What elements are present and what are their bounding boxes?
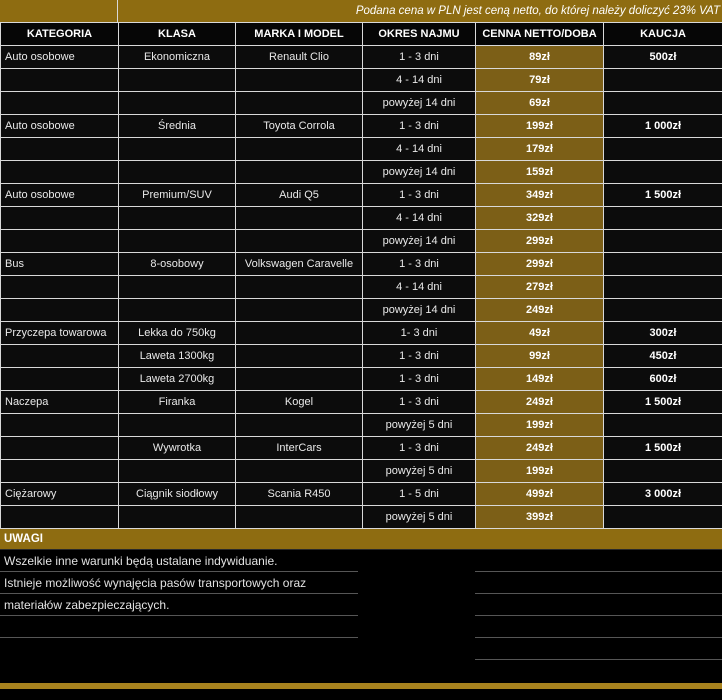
table-cell: 1 - 3 dni [363,253,476,276]
table-row [1,460,722,483]
table-cell: Laweta 2700kg [119,368,236,391]
table-cell [236,92,363,115]
table-cell [236,460,363,483]
table-cell: Kogel [236,391,363,414]
table-cell: 1 - 3 dni [363,115,476,138]
table-cell [119,299,236,322]
table-cell: 450zł [604,345,722,368]
vat-notice-text: Podana cena w PLN jest ceną netto, do której należy doliczyć 23% VAT [355,5,720,17]
table-cell: 99zł [476,345,604,368]
table-cell: powyżej 14 dni [363,92,476,115]
table-cell: InterCars [236,437,363,460]
table-cell [1,161,119,184]
table-cell: 159zł [476,161,604,184]
table-cell: 1 - 3 dni [363,391,476,414]
table-cell: 69zł [476,92,604,115]
table-cell: 399zł [476,506,604,529]
table-cell: powyżej 14 dni [363,161,476,184]
table-cell [604,207,722,230]
table-cell: 89zł [476,46,604,69]
table-cell [119,276,236,299]
table-cell: Audi Q5 [236,184,363,207]
table-cell [1,69,119,92]
table-cell [236,230,363,253]
table-cell [119,460,236,483]
notes-section [0,550,722,660]
table-cell: 1 - 3 dni [363,46,476,69]
vat-notice-bar [0,0,722,22]
table-cell [236,276,363,299]
table-cell: 1- 3 dni [363,322,476,345]
table-row [1,161,722,184]
uwagi-header: UWAGI [0,529,722,550]
table-row [1,207,722,230]
table-cell: 499zł [476,483,604,506]
table-cell: 500zł [604,46,722,69]
table-cell [119,414,236,437]
table-row [1,276,722,299]
bottom-gap [0,660,722,683]
table-cell: 4 - 14 dni [363,276,476,299]
table-cell: Naczepa [1,391,119,414]
table-cell [119,207,236,230]
table-row [1,138,722,161]
table-cell: Auto osobowe [1,115,119,138]
table-cell [236,207,363,230]
table-cell: Bus [1,253,119,276]
table-cell: Auto osobowe [1,184,119,207]
table-cell: Ekonomiczna [119,46,236,69]
table-cell [604,299,722,322]
table-cell: 1 500zł [604,437,722,460]
table-cell: 4 - 14 dni [363,207,476,230]
table-cell [236,69,363,92]
table-cell [1,506,119,529]
table-cell: 600zł [604,368,722,391]
table-cell [1,414,119,437]
table-cell: 249zł [476,391,604,414]
column-header: KAUCJA [604,23,722,46]
table-cell [604,414,722,437]
table-row [1,391,722,414]
table-cell: Firanka [119,391,236,414]
header-row [1,23,722,46]
table-cell: 249zł [476,437,604,460]
table-cell: 349zł [476,184,604,207]
table-cell: 299zł [476,230,604,253]
table-cell: 199zł [476,115,604,138]
table-cell: Volkswagen Caravelle [236,253,363,276]
table-cell: 149zł [476,368,604,391]
table-cell: 179zł [476,138,604,161]
table-cell: 1 500zł [604,391,722,414]
blank-note-row [475,550,722,572]
table-cell [236,322,363,345]
table-cell: Renault Clio [236,46,363,69]
table-cell: Lekka do 750kg [119,322,236,345]
table-cell [119,138,236,161]
table-cell: powyżej 5 dni [363,506,476,529]
column-header: MARKA I MODEL [236,23,363,46]
table-cell: 249zł [476,299,604,322]
table-cell [236,345,363,368]
table-cell: Premium/SUV [119,184,236,207]
table-cell: Ciągnik siodłowy [119,483,236,506]
table-cell [1,92,119,115]
table-cell: 1 000zł [604,115,722,138]
column-header: OKRES NAJMU [363,23,476,46]
table-cell: 199zł [476,460,604,483]
table-cell [604,276,722,299]
table-row [1,69,722,92]
note-row: materiałów zabezpieczających. [0,594,358,616]
table-cell: 8-osobowy [119,253,236,276]
blank-note-row [475,594,722,616]
table-cell [1,138,119,161]
table-cell: 3 000zł [604,483,722,506]
table-row [1,368,722,391]
table-cell: 300zł [604,322,722,345]
table-row [1,483,722,506]
column-header: CENNA NETTO/DOBA [476,23,604,46]
notes-gap [358,550,475,660]
table-cell [1,437,119,460]
table-cell: powyżej 14 dni [363,299,476,322]
table-cell: 1 500zł [604,184,722,207]
table-cell [236,506,363,529]
table-cell: 79zł [476,69,604,92]
table-cell: 279zł [476,276,604,299]
note-row: Istnieje możliwość wynajęcia pasów transportowych oraz [0,572,358,594]
table-cell: 299zł [476,253,604,276]
notes-left-column [0,550,358,660]
table-row [1,414,722,437]
table-cell [236,299,363,322]
table-cell [236,414,363,437]
table-cell: 1 - 3 dni [363,437,476,460]
table-cell [236,138,363,161]
note-row: Wszelkie inne warunki będą ustalane indywiduanie. [0,550,358,572]
table-cell [604,161,722,184]
column-header: KLASA [119,23,236,46]
table-cell: Przyczepa towarowa [1,322,119,345]
notes-right-column [475,550,722,660]
table-row [1,92,722,115]
table-cell [119,161,236,184]
bottom-accent-bar [0,683,722,689]
table-cell [119,92,236,115]
table-cell: Auto osobowe [1,46,119,69]
table-cell: 4 - 14 dni [363,69,476,92]
table-cell: Średnia [119,115,236,138]
table-row [1,506,722,529]
table-cell: powyżej 5 dni [363,460,476,483]
table-cell: 1 - 3 dni [363,184,476,207]
vat-notice-spacer [0,0,118,22]
table-row [1,299,722,322]
table-cell: Scania R450 [236,483,363,506]
table-cell: 1 - 3 dni [363,368,476,391]
table-cell [236,368,363,391]
blank-note-row [475,572,722,594]
table-row [1,46,722,69]
table-cell [1,276,119,299]
table-cell: 1 - 5 dni [363,483,476,506]
table-cell: 4 - 14 dni [363,138,476,161]
table-cell: powyżej 14 dni [363,230,476,253]
table-cell: 49zł [476,322,604,345]
table-cell [1,299,119,322]
price-table [0,22,722,529]
table-row [1,184,722,207]
table-cell [604,506,722,529]
table-cell: powyżej 5 dni [363,414,476,437]
table-cell [236,161,363,184]
table-row [1,345,722,368]
table-cell: 1 - 3 dni [363,345,476,368]
table-row [1,115,722,138]
table-cell: Laweta 1300kg [119,345,236,368]
table-row [1,253,722,276]
table-cell [604,92,722,115]
table-cell [1,460,119,483]
note-row [0,616,358,638]
table-cell [604,138,722,161]
table-cell [604,69,722,92]
table-cell [119,69,236,92]
table-cell: 199zł [476,414,604,437]
table-cell: Ciężarowy [1,483,119,506]
column-header: KATEGORIA [1,23,119,46]
table-cell: 329zł [476,207,604,230]
table-cell: Toyota Corrola [236,115,363,138]
table-cell: Wywrotka [119,437,236,460]
table-cell [1,368,119,391]
table-cell [604,460,722,483]
table-cell [119,506,236,529]
blank-note-row [475,638,722,660]
table-row [1,230,722,253]
table-cell [604,253,722,276]
table-row [1,437,722,460]
blank-note-row [475,616,722,638]
table-cell [119,230,236,253]
table-cell [604,230,722,253]
table-cell [1,230,119,253]
table-row [1,322,722,345]
table-cell [1,345,119,368]
table-cell [1,207,119,230]
